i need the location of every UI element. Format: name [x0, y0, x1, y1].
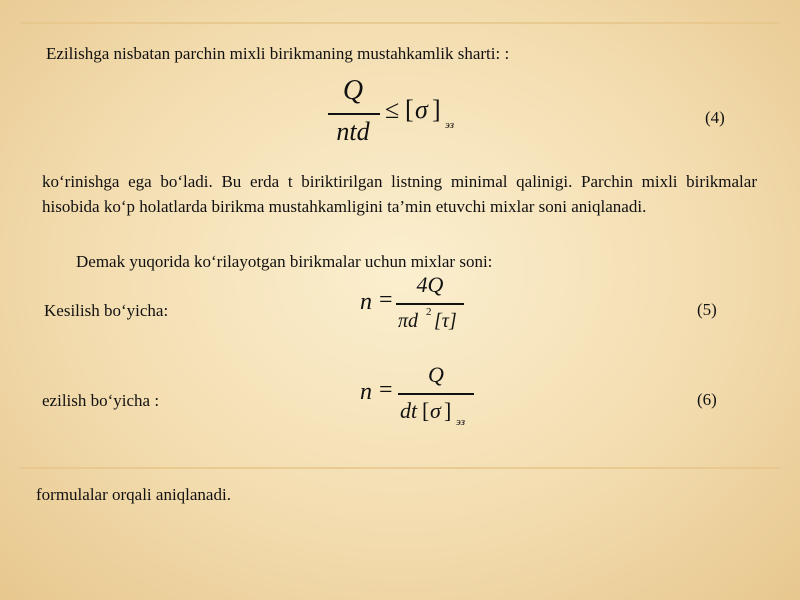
formula-5-exponent: 2 — [426, 306, 432, 318]
formula-4-numerator: Q — [342, 75, 364, 106]
formula-5-denominator: πd — [398, 310, 419, 332]
formula-4-lbracket: [ — [405, 95, 414, 124]
formula-5 — [358, 272, 478, 342]
formula-6-numerator: Q — [428, 362, 444, 387]
formula-5-numerator: 4Q — [416, 272, 444, 297]
formula-4-rbracket: ] — [432, 95, 441, 124]
formula-6-subscript: эз — [456, 416, 465, 428]
equation-number-4: (4) — [705, 108, 725, 127]
formula-5-bracket: [τ] — [434, 310, 457, 332]
top-divider — [20, 22, 780, 24]
closing-text: formulalar orqali aniqlanadi. — [36, 485, 231, 504]
formula-5-fraction-bar — [396, 303, 464, 305]
formula-6-fraction-bar — [398, 393, 474, 395]
formula-4-fraction-bar — [328, 113, 380, 115]
formula-5-equals: = — [379, 287, 393, 313]
rivet-count-intro: Demak yuqorida ko‘rilayotgan birikmalar uchun mixlar soni: — [76, 252, 493, 271]
formula-6-equals: = — [379, 377, 393, 403]
formula-4-sigma: σ — [415, 95, 428, 124]
formula-4-subscript: эз — [445, 119, 454, 131]
formula-4-relation: ≤ — [385, 95, 400, 124]
formula-6-rbracket: ] — [444, 398, 452, 423]
formula-6 — [358, 362, 488, 437]
equation-number-5: (5) — [697, 300, 717, 319]
formula-5-label: Kesilish bo‘yicha: — [44, 301, 169, 320]
formula-6-lhs: n — [360, 379, 372, 405]
formula-5-lhs: n — [360, 289, 372, 315]
formula-6-lbracket: [ — [422, 398, 430, 423]
explanation-paragraph: ko‘rinishga ega bo‘ladi. Bu erda t biriktirilgan listning minimal qalinigi. Parchin mixli birikmalar hisobida ko‘p holatlarda birikma mustahkamligini ta’min etuvchi mixlar soni aniqlanadi. — [42, 172, 757, 216]
formula-4-denominator: ntd — [336, 117, 370, 146]
formula-6-denominator: dt — [400, 398, 418, 423]
intro-text: Ezilishga nisbatan parchin mixli birikmaning mustahkamlik sharti: : — [46, 44, 510, 63]
formula-6-sigma: σ — [430, 398, 441, 423]
bottom-divider — [20, 467, 780, 469]
formula-4 — [325, 75, 485, 155]
equation-number-6: (6) — [697, 390, 717, 409]
formula-6-label: ezilish bo‘yicha : — [42, 391, 160, 410]
